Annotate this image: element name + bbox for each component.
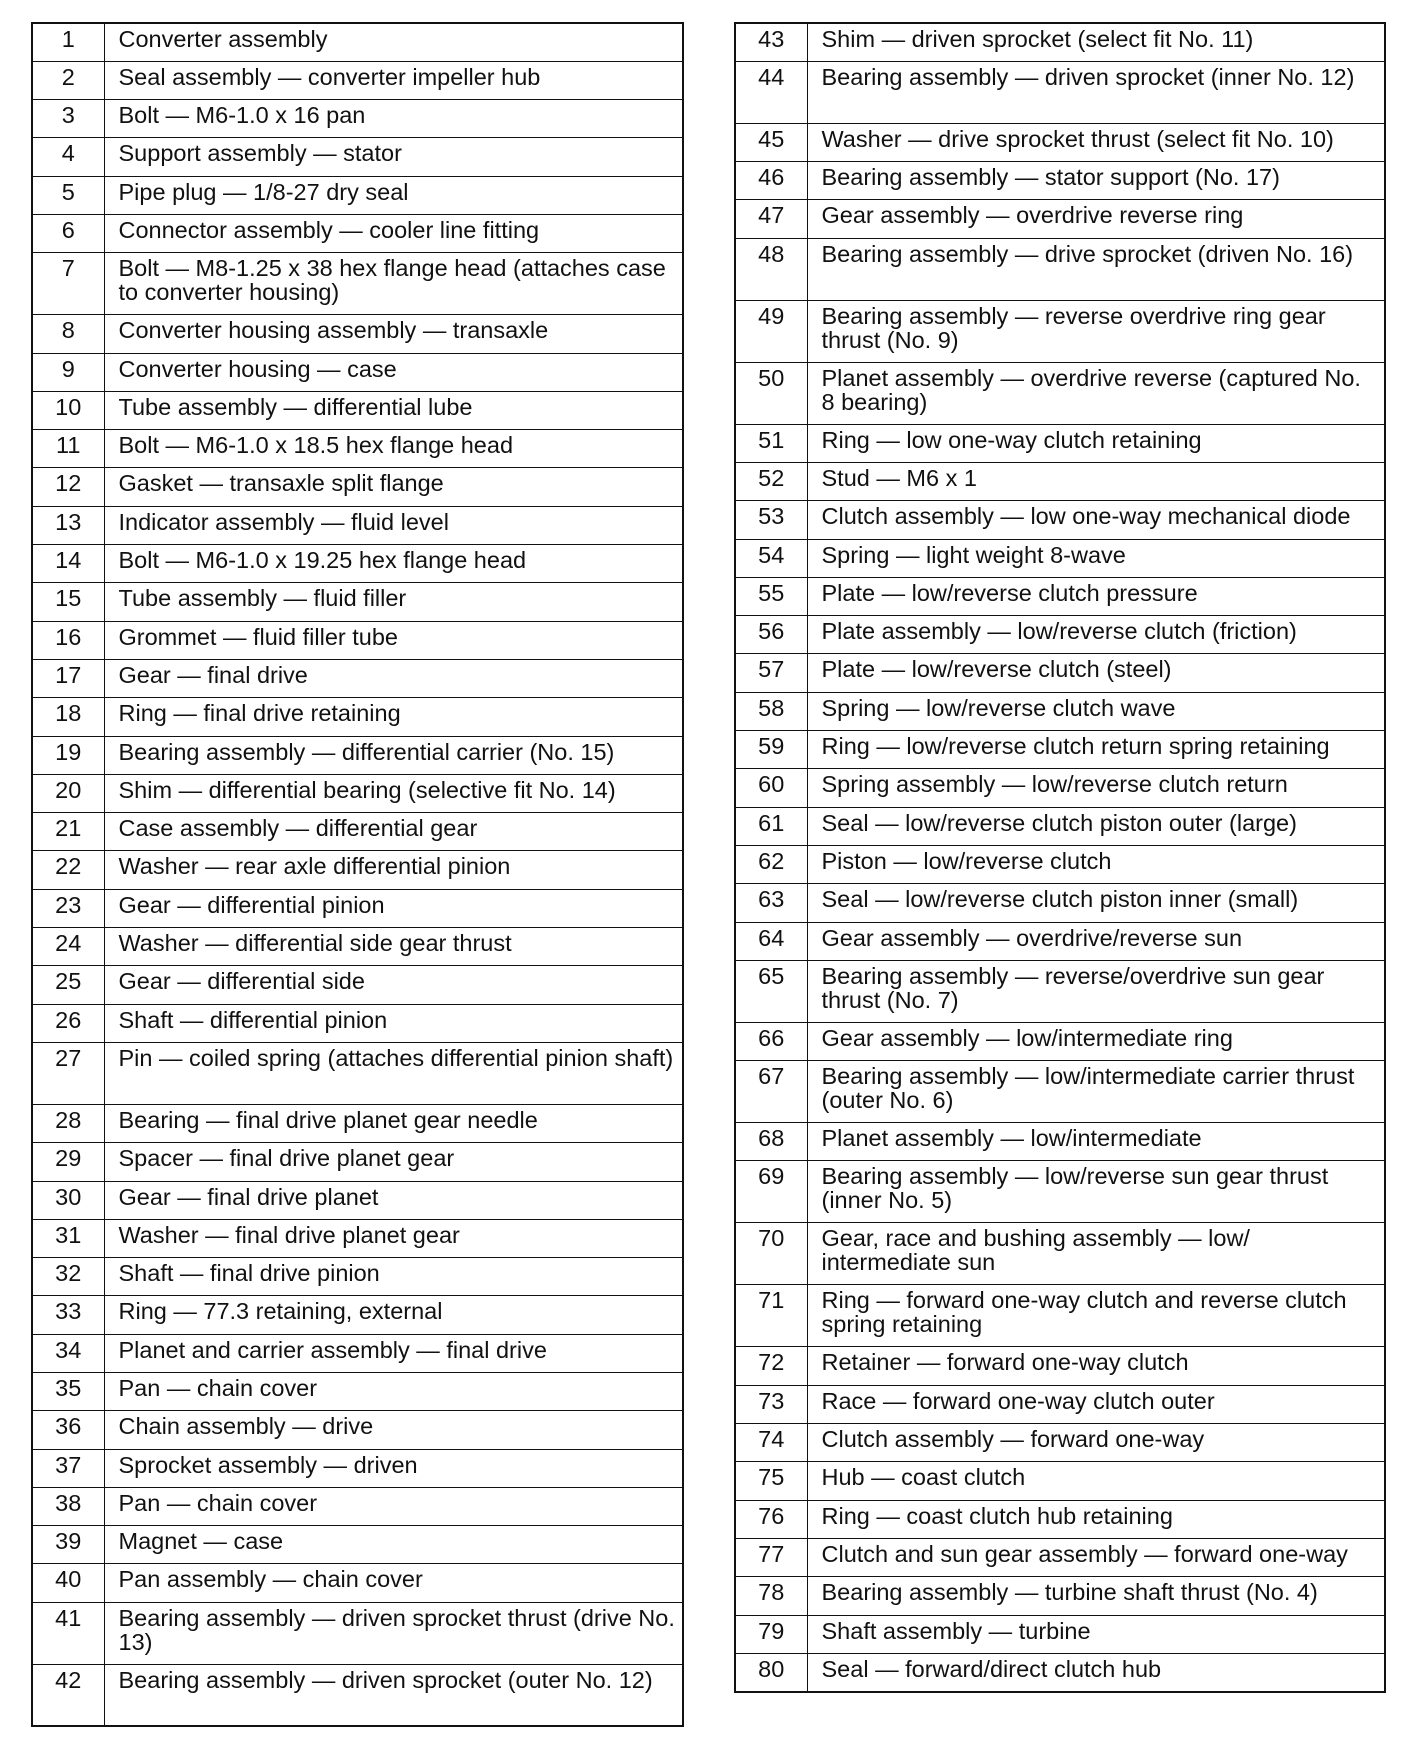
table-row xyxy=(32,1449,683,1487)
part-description: Gear — differential pinion xyxy=(104,889,683,927)
table-row xyxy=(735,61,1385,123)
table-row xyxy=(32,1104,683,1142)
part-number: 49 xyxy=(735,300,807,362)
part-description: Gear assembly — overdrive reverse ring xyxy=(807,200,1385,238)
part-description: Ring — low/reverse clutch return spring retaining xyxy=(807,731,1385,769)
table-row xyxy=(32,1181,683,1219)
table-row xyxy=(735,162,1385,200)
table-row xyxy=(735,300,1385,362)
part-number: 44 xyxy=(735,61,807,123)
part-number: 62 xyxy=(735,845,807,883)
table-row xyxy=(32,391,683,429)
part-number: 19 xyxy=(32,736,104,774)
part-number: 56 xyxy=(735,616,807,654)
part-description: Gear assembly — low/intermediate ring xyxy=(807,1022,1385,1060)
part-number: 12 xyxy=(32,468,104,506)
part-description: Gear — differential side xyxy=(104,966,683,1004)
table-row xyxy=(32,851,683,889)
table-row xyxy=(32,1602,683,1664)
part-description: Bearing assembly — low/reverse sun gear thrust (inner No. 5) xyxy=(807,1161,1385,1223)
part-number: 46 xyxy=(735,162,807,200)
part-description: Gear, race and bushing assembly — low/ intermediate sun xyxy=(807,1223,1385,1285)
table-row xyxy=(32,928,683,966)
part-number: 6 xyxy=(32,214,104,252)
table-row xyxy=(32,659,683,697)
part-number: 9 xyxy=(32,353,104,391)
table-row xyxy=(735,123,1385,161)
part-number: 48 xyxy=(735,238,807,300)
table-row xyxy=(32,430,683,468)
table-row xyxy=(32,1373,683,1411)
part-number: 52 xyxy=(735,462,807,500)
table-row xyxy=(735,1615,1385,1653)
part-description: Bearing assembly — reverse overdrive ring gear thrust (No. 9) xyxy=(807,300,1385,362)
part-description: Gear — final drive planet xyxy=(104,1181,683,1219)
part-number: 53 xyxy=(735,501,807,539)
part-number: 68 xyxy=(735,1123,807,1161)
part-number: 64 xyxy=(735,922,807,960)
table-row xyxy=(735,501,1385,539)
table-row xyxy=(735,692,1385,730)
part-description: Ring — low one-way clutch retaining xyxy=(807,424,1385,462)
part-number: 58 xyxy=(735,692,807,730)
table-row xyxy=(735,1161,1385,1223)
part-number: 1 xyxy=(32,23,104,61)
part-description: Bolt — M8-1.25 x 38 hex flange head (attaches case to converter housing) xyxy=(104,253,683,315)
table-row xyxy=(735,1538,1385,1576)
part-description: Magnet — case xyxy=(104,1526,683,1564)
parts-table-right-body xyxy=(735,23,1385,1692)
part-number: 26 xyxy=(32,1004,104,1042)
part-number: 31 xyxy=(32,1219,104,1257)
table-row xyxy=(32,1296,683,1334)
table-row xyxy=(32,698,683,736)
part-description: Race — forward one-way clutch outer xyxy=(807,1385,1385,1423)
part-description: Ring — forward one-way clutch and reverse clutch spring retaining xyxy=(807,1285,1385,1347)
part-description: Bearing assembly — stator support (No. 17) xyxy=(807,162,1385,200)
part-number: 78 xyxy=(735,1577,807,1615)
part-number: 4 xyxy=(32,138,104,176)
part-description: Washer — differential side gear thrust xyxy=(104,928,683,966)
part-description: Shim — differential bearing (selective fit No. 14) xyxy=(104,774,683,812)
table-row xyxy=(735,1061,1385,1123)
part-number: 66 xyxy=(735,1022,807,1060)
part-number: 80 xyxy=(735,1653,807,1691)
part-description: Washer — drive sprocket thrust (select fit No. 10) xyxy=(807,123,1385,161)
part-description: Gasket — transaxle split flange xyxy=(104,468,683,506)
part-description: Bolt — M6-1.0 x 16 pan xyxy=(104,100,683,138)
table-row xyxy=(735,884,1385,922)
part-number: 5 xyxy=(32,176,104,214)
table-row xyxy=(32,506,683,544)
part-description: Pipe plug — 1/8-27 dry seal xyxy=(104,176,683,214)
table-row xyxy=(32,1487,683,1525)
table-row xyxy=(735,23,1385,61)
part-number: 16 xyxy=(32,621,104,659)
part-number: 35 xyxy=(32,1373,104,1411)
part-number: 60 xyxy=(735,769,807,807)
table-row xyxy=(735,1385,1385,1423)
part-number: 42 xyxy=(32,1664,104,1726)
part-number: 3 xyxy=(32,100,104,138)
part-number: 33 xyxy=(32,1296,104,1334)
table-row xyxy=(32,583,683,621)
part-description: Spring assembly — low/reverse clutch return xyxy=(807,769,1385,807)
table-row xyxy=(32,468,683,506)
part-number: 37 xyxy=(32,1449,104,1487)
table-row xyxy=(735,1347,1385,1385)
table-row xyxy=(32,23,683,61)
table-row xyxy=(32,253,683,315)
table-row xyxy=(735,960,1385,1022)
table-row xyxy=(32,1143,683,1181)
part-description: Shaft — final drive pinion xyxy=(104,1258,683,1296)
part-description: Pan assembly — chain cover xyxy=(104,1564,683,1602)
table-row xyxy=(32,1004,683,1042)
part-description: Washer — rear axle differential pinion xyxy=(104,851,683,889)
table-row xyxy=(32,966,683,1004)
part-number: 65 xyxy=(735,960,807,1022)
parts-table-left-body xyxy=(32,23,683,1726)
part-number: 67 xyxy=(735,1061,807,1123)
part-description: Bearing — final drive planet gear needle xyxy=(104,1104,683,1142)
part-number: 28 xyxy=(32,1104,104,1142)
table-row xyxy=(735,238,1385,300)
part-description: Shim — driven sprocket (select fit No. 11) xyxy=(807,23,1385,61)
table-row xyxy=(735,654,1385,692)
part-number: 20 xyxy=(32,774,104,812)
part-number: 23 xyxy=(32,889,104,927)
part-number: 40 xyxy=(32,1564,104,1602)
part-description: Tube assembly — fluid filler xyxy=(104,583,683,621)
part-description: Spring — low/reverse clutch wave xyxy=(807,692,1385,730)
part-description: Support assembly — stator xyxy=(104,138,683,176)
part-number: 71 xyxy=(735,1285,807,1347)
part-number: 27 xyxy=(32,1042,104,1104)
table-row xyxy=(735,362,1385,424)
part-number: 73 xyxy=(735,1385,807,1423)
part-description: Ring — coast clutch hub retaining xyxy=(807,1500,1385,1538)
part-number: 18 xyxy=(32,698,104,736)
part-description: Pan — chain cover xyxy=(104,1487,683,1525)
part-description: Sprocket assembly — driven xyxy=(104,1449,683,1487)
part-description: Shaft — differential pinion xyxy=(104,1004,683,1042)
table-row xyxy=(32,1258,683,1296)
part-description: Spacer — final drive planet gear xyxy=(104,1143,683,1181)
part-description: Bearing assembly — turbine shaft thrust (No. 4) xyxy=(807,1577,1385,1615)
part-description: Pin — coiled spring (attaches differential pinion shaft) xyxy=(104,1042,683,1104)
part-number: 34 xyxy=(32,1334,104,1372)
part-number: 43 xyxy=(735,23,807,61)
part-number: 55 xyxy=(735,577,807,615)
part-number: 24 xyxy=(32,928,104,966)
table-row xyxy=(32,1564,683,1602)
part-number: 30 xyxy=(32,1181,104,1219)
part-description: Retainer — forward one-way clutch xyxy=(807,1347,1385,1385)
part-number: 57 xyxy=(735,654,807,692)
part-description: Indicator assembly — fluid level xyxy=(104,506,683,544)
table-row xyxy=(32,889,683,927)
parts-table-right xyxy=(734,22,1386,1693)
part-description: Tube assembly — differential lube xyxy=(104,391,683,429)
part-description: Connector assembly — cooler line fitting xyxy=(104,214,683,252)
part-number: 25 xyxy=(32,966,104,1004)
part-number: 70 xyxy=(735,1223,807,1285)
part-description: Chain assembly — drive xyxy=(104,1411,683,1449)
part-description: Spring — light weight 8-wave xyxy=(807,539,1385,577)
part-number: 39 xyxy=(32,1526,104,1564)
table-row xyxy=(735,731,1385,769)
table-row xyxy=(735,462,1385,500)
table-row xyxy=(32,813,683,851)
part-description: Bolt — M6-1.0 x 19.25 hex flange head xyxy=(104,545,683,583)
part-description: Pan — chain cover xyxy=(104,1373,683,1411)
part-description: Washer — final drive planet gear xyxy=(104,1219,683,1257)
table-row xyxy=(735,539,1385,577)
part-number: 22 xyxy=(32,851,104,889)
part-description: Shaft assembly — turbine xyxy=(807,1615,1385,1653)
part-number: 79 xyxy=(735,1615,807,1653)
table-row xyxy=(735,200,1385,238)
part-description: Converter assembly xyxy=(104,23,683,61)
table-row xyxy=(735,1123,1385,1161)
part-number: 11 xyxy=(32,430,104,468)
part-description: Seal — forward/direct clutch hub xyxy=(807,1653,1385,1691)
table-row xyxy=(32,214,683,252)
part-description: Bearing assembly — differential carrier (No. 15) xyxy=(104,736,683,774)
part-number: 47 xyxy=(735,200,807,238)
table-row xyxy=(735,1500,1385,1538)
part-number: 8 xyxy=(32,315,104,353)
table-row xyxy=(735,922,1385,960)
part-number: 32 xyxy=(32,1258,104,1296)
table-row xyxy=(735,769,1385,807)
table-row xyxy=(32,100,683,138)
part-description: Clutch and sun gear assembly — forward one-way xyxy=(807,1538,1385,1576)
part-number: 15 xyxy=(32,583,104,621)
part-number: 36 xyxy=(32,1411,104,1449)
table-row xyxy=(735,1462,1385,1500)
table-row xyxy=(32,1526,683,1564)
part-number: 72 xyxy=(735,1347,807,1385)
table-row xyxy=(32,736,683,774)
table-row xyxy=(735,1022,1385,1060)
part-description: Seal assembly — converter impeller hub xyxy=(104,61,683,99)
table-row xyxy=(32,61,683,99)
part-number: 61 xyxy=(735,807,807,845)
part-number: 14 xyxy=(32,545,104,583)
part-description: Plate assembly — low/reverse clutch (friction) xyxy=(807,616,1385,654)
part-number: 76 xyxy=(735,1500,807,1538)
part-description: Seal — low/reverse clutch piston outer (large) xyxy=(807,807,1385,845)
table-row xyxy=(735,577,1385,615)
table-row xyxy=(32,315,683,353)
table-row xyxy=(735,807,1385,845)
part-number: 29 xyxy=(32,1143,104,1181)
part-number: 54 xyxy=(735,539,807,577)
part-description: Seal — low/reverse clutch piston inner (small) xyxy=(807,884,1385,922)
table-row xyxy=(735,845,1385,883)
part-number: 38 xyxy=(32,1487,104,1525)
table-row xyxy=(32,176,683,214)
table-row xyxy=(32,1411,683,1449)
part-description: Clutch assembly — low one-way mechanical diode xyxy=(807,501,1385,539)
part-description: Bearing assembly — driven sprocket (outer No. 12) xyxy=(104,1664,683,1726)
table-row xyxy=(32,1042,683,1104)
table-row xyxy=(32,1664,683,1726)
part-description: Case assembly — differential gear xyxy=(104,813,683,851)
part-description: Bearing assembly — driven sprocket (inner No. 12) xyxy=(807,61,1385,123)
table-row xyxy=(735,1285,1385,1347)
part-description: Converter housing assembly — transaxle xyxy=(104,315,683,353)
part-number: 59 xyxy=(735,731,807,769)
part-description: Ring — final drive retaining xyxy=(104,698,683,736)
table-row xyxy=(32,774,683,812)
part-description: Grommet — fluid filler tube xyxy=(104,621,683,659)
part-number: 63 xyxy=(735,884,807,922)
part-number: 17 xyxy=(32,659,104,697)
part-number: 51 xyxy=(735,424,807,462)
part-description: Stud — M6 x 1 xyxy=(807,462,1385,500)
part-description: Gear — final drive xyxy=(104,659,683,697)
part-number: 7 xyxy=(32,253,104,315)
part-number: 10 xyxy=(32,391,104,429)
table-row xyxy=(32,1334,683,1372)
part-number: 13 xyxy=(32,506,104,544)
part-number: 74 xyxy=(735,1424,807,1462)
table-row xyxy=(735,1424,1385,1462)
part-description: Piston — low/reverse clutch xyxy=(807,845,1385,883)
part-description: Plate — low/reverse clutch pressure xyxy=(807,577,1385,615)
part-description: Gear assembly — overdrive/reverse sun xyxy=(807,922,1385,960)
part-description: Clutch assembly — forward one-way xyxy=(807,1424,1385,1462)
parts-table-left xyxy=(31,22,684,1727)
table-row xyxy=(735,616,1385,654)
part-number: 75 xyxy=(735,1462,807,1500)
part-description: Bearing assembly — drive sprocket (driven No. 16) xyxy=(807,238,1385,300)
part-number: 41 xyxy=(32,1602,104,1664)
table-row xyxy=(32,545,683,583)
part-number: 21 xyxy=(32,813,104,851)
part-description: Hub — coast clutch xyxy=(807,1462,1385,1500)
table-row xyxy=(735,1653,1385,1691)
part-description: Plate — low/reverse clutch (steel) xyxy=(807,654,1385,692)
table-row xyxy=(32,353,683,391)
table-row xyxy=(32,138,683,176)
part-description: Bolt — M6-1.0 x 18.5 hex flange head xyxy=(104,430,683,468)
part-description: Bearing assembly — reverse/overdrive sun gear thrust (No. 7) xyxy=(807,960,1385,1022)
part-number: 2 xyxy=(32,61,104,99)
part-description: Planet and carrier assembly — final drive xyxy=(104,1334,683,1372)
table-row xyxy=(735,1577,1385,1615)
part-description: Planet assembly — low/intermediate xyxy=(807,1123,1385,1161)
part-number: 50 xyxy=(735,362,807,424)
part-description: Planet assembly — overdrive reverse (captured No. 8 bearing) xyxy=(807,362,1385,424)
table-row xyxy=(735,1223,1385,1285)
table-row xyxy=(735,424,1385,462)
table-row xyxy=(32,621,683,659)
part-number: 45 xyxy=(735,123,807,161)
part-number: 77 xyxy=(735,1538,807,1576)
part-description: Converter housing — case xyxy=(104,353,683,391)
part-description: Ring — 77.3 retaining, external xyxy=(104,1296,683,1334)
table-row xyxy=(32,1219,683,1257)
part-description: Bearing assembly — low/intermediate carrier thrust (outer No. 6) xyxy=(807,1061,1385,1123)
part-number: 69 xyxy=(735,1161,807,1223)
part-description: Bearing assembly — driven sprocket thrust (drive No. 13) xyxy=(104,1602,683,1664)
